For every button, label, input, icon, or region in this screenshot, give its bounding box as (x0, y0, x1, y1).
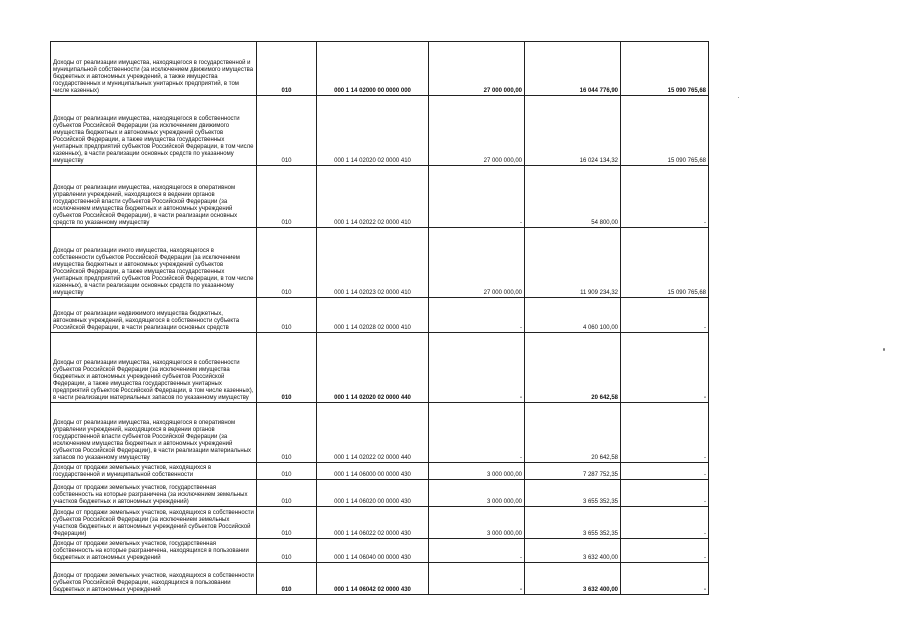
table-row (51, 463, 709, 480)
row-name-cell: Доходы от продажи земельных участков, находящихся в государственной и муниципальной собственности (51, 463, 257, 480)
table-row (51, 507, 709, 539)
row-code-cell: 010 (257, 96, 317, 166)
table-row (51, 298, 709, 333)
row-name-cell: Доходы от реализации имущества, находящегося в собственности субъектов Российской Федерации (за исключением имущества бюджетных и автономных учреждений субъектов Российской Федерации, а также имущества государственных унитарных предприятий субъектов Российской Федерации, в том числе казенных), в части реализации материальных запасов по указанному имуществу (51, 333, 257, 403)
row-kbk-cell: 000 1 14 02022 02 0000 440 (317, 403, 429, 463)
row-name-cell: Доходы от реализации имущества, находящегося в оперативном управлении учреждений, находящихся в ведении органов государственной власти субъектов Российской Федерации (за исключением имущества бюджетных и автономных учреждений субъектов Российской Федерации), в части реализации материальных запасов по указанному имуществу (51, 403, 257, 463)
row-rest-cell: 15 090 765,68 (621, 96, 709, 166)
row-code-cell: 010 (257, 333, 317, 403)
table-row (51, 96, 709, 166)
row-rest-cell: 15 090 765,68 (621, 42, 709, 96)
row-kbk-cell: 000 1 14 02000 00 0000 000 (317, 42, 429, 96)
row-exec-cell: 3 655 352,35 (525, 480, 621, 507)
revenue-table (50, 41, 709, 595)
row-rest-cell: - (621, 539, 709, 563)
row-kbk-cell: 000 1 14 06040 00 0000 430 (317, 539, 429, 563)
row-kbk-cell: 000 1 14 02028 02 0000 410 (317, 298, 429, 333)
scan-speck (883, 348, 885, 351)
row-exec-cell: 20 642,58 (525, 403, 621, 463)
row-code-cell: 010 (257, 507, 317, 539)
table-row (51, 480, 709, 507)
row-name-cell: Доходы от продажи земельных участков, находящихся в собственности субъектов Российской Федерации, находящихся в пользовании бюджетных и автономных учреждений (51, 563, 257, 595)
row-plan-cell: - (429, 403, 525, 463)
row-rest-cell: - (621, 480, 709, 507)
row-kbk-cell: 000 1 14 02020 02 0000 410 (317, 96, 429, 166)
table-row (51, 166, 709, 228)
row-plan-cell: 3 000 000,00 (429, 507, 525, 539)
row-name-cell: Доходы от продажи земельных участков, государственная собственность на которые разграничена (за исключением земельных участков бюджетных и автономных учреждений) (51, 480, 257, 507)
table-row (51, 333, 709, 403)
row-plan-cell: 27 000 000,00 (429, 96, 525, 166)
row-rest-cell: - (621, 463, 709, 480)
row-kbk-cell: 000 1 14 06000 00 0000 430 (317, 463, 429, 480)
row-exec-cell: 54 800,00 (525, 166, 621, 228)
row-exec-cell: 3 632 400,00 (525, 563, 621, 595)
row-code-cell: 010 (257, 228, 317, 298)
row-name-cell: Доходы от продажи земельных участков, государственная собственность на которые разграничена, находящихся в пользовании бюджетных и автономных учреждений (51, 539, 257, 563)
row-kbk-cell: 000 1 14 02023 02 0000 410 (317, 228, 429, 298)
row-code-cell: 010 (257, 539, 317, 563)
row-kbk-cell: 000 1 14 06042 02 0000 430 (317, 563, 429, 595)
row-code-cell: 010 (257, 563, 317, 595)
row-plan-cell: - (429, 539, 525, 563)
row-name-cell: Доходы от реализации иного имущества, находящегося в собственности субъектов Российской Федерации (за исключением имущества бюджетных и автономных учреждений субъектов Российской Федерации, а также имущества государственных унитарных предприятий субъектов Российской Федерации, в том числе казенных), в части реализации основных средств по указанному имуществу (51, 228, 257, 298)
row-rest-cell: - (621, 333, 709, 403)
table-row (51, 539, 709, 563)
row-code-cell: 010 (257, 42, 317, 96)
row-plan-cell: 27 000 000,00 (429, 228, 525, 298)
row-code-cell: 010 (257, 463, 317, 480)
row-code-cell: 010 (257, 166, 317, 228)
row-rest-cell: 15 090 765,68 (621, 228, 709, 298)
row-plan-cell: - (429, 333, 525, 403)
row-kbk-cell: 000 1 14 06020 00 0000 430 (317, 480, 429, 507)
row-kbk-cell: 000 1 14 02022 02 0000 410 (317, 166, 429, 228)
row-exec-cell: 20 642,58 (525, 333, 621, 403)
row-plan-cell: - (429, 166, 525, 228)
row-name-cell: Доходы от реализации недвижимого имущества бюджетных, автономных учреждений, находящегося в собственности субъекта Российской Федерации, в части реализации основных средств (51, 298, 257, 333)
row-plan-cell: 3 000 000,00 (429, 480, 525, 507)
row-code-cell: 010 (257, 298, 317, 333)
row-kbk-cell: 000 1 14 02020 02 0000 440 (317, 333, 429, 403)
row-plan-cell: - (429, 563, 525, 595)
row-plan-cell: 3 000 000,00 (429, 463, 525, 480)
row-kbk-cell: 000 1 14 06022 02 0000 430 (317, 507, 429, 539)
row-plan-cell: - (429, 298, 525, 333)
row-exec-cell: 7 287 752,35 (525, 463, 621, 480)
row-exec-cell: 3 655 352,35 (525, 507, 621, 539)
row-rest-cell: - (621, 298, 709, 333)
row-rest-cell: - (621, 563, 709, 595)
row-name-cell: Доходы от продажи земельных участков, находящихся в собственности субъектов Российской Федерации (за исключением земельных участков бюджетных и автономных учреждений субъектов Российской Федерации) (51, 507, 257, 539)
table-row (51, 228, 709, 298)
scan-speck (738, 97, 739, 98)
row-rest-cell: - (621, 507, 709, 539)
table-body (51, 42, 709, 595)
row-exec-cell: 3 632 400,00 (525, 539, 621, 563)
row-name-cell: Доходы от реализации имущества, находящегося в собственности субъектов Российской Федерации (за исключением движимого имущества бюджетных и автономных учреждений субъектов Российской Федерации, а также имущества государственных унитарных предприятий субъектов Российской Федерации, в том числе казенных), в части реализации основных средств по указанному имуществу (51, 96, 257, 166)
row-exec-cell: 11 909 234,32 (525, 228, 621, 298)
row-rest-cell: - (621, 166, 709, 228)
row-code-cell: 010 (257, 403, 317, 463)
row-exec-cell: 4 060 100,00 (525, 298, 621, 333)
row-name-cell: Доходы от реализации имущества, находящегося в оперативном управлении учреждений, находящихся в ведении органов государственной власти субъектов Российской Федерации (за исключением имущества бюджетных и автономных учреждений субъектов Российской Федерации), в части реализации основных средств по указанному имуществу (51, 166, 257, 228)
row-exec-cell: 16 024 134,32 (525, 96, 621, 166)
row-exec-cell: 16 044 776,90 (525, 42, 621, 96)
row-name-cell: Доходы от реализации имущества, находящегося в государственной и муниципальной собственности (за исключением движимого имущества бюджетных и автономных учреждений, а также имущества государственных и муниципальных унитарных предприятий, в том числе казенных) (51, 42, 257, 96)
table-row (51, 563, 709, 595)
row-code-cell: 010 (257, 480, 317, 507)
row-rest-cell: - (621, 403, 709, 463)
table-row (51, 42, 709, 96)
row-plan-cell: 27 000 000,00 (429, 42, 525, 96)
table-row (51, 403, 709, 463)
